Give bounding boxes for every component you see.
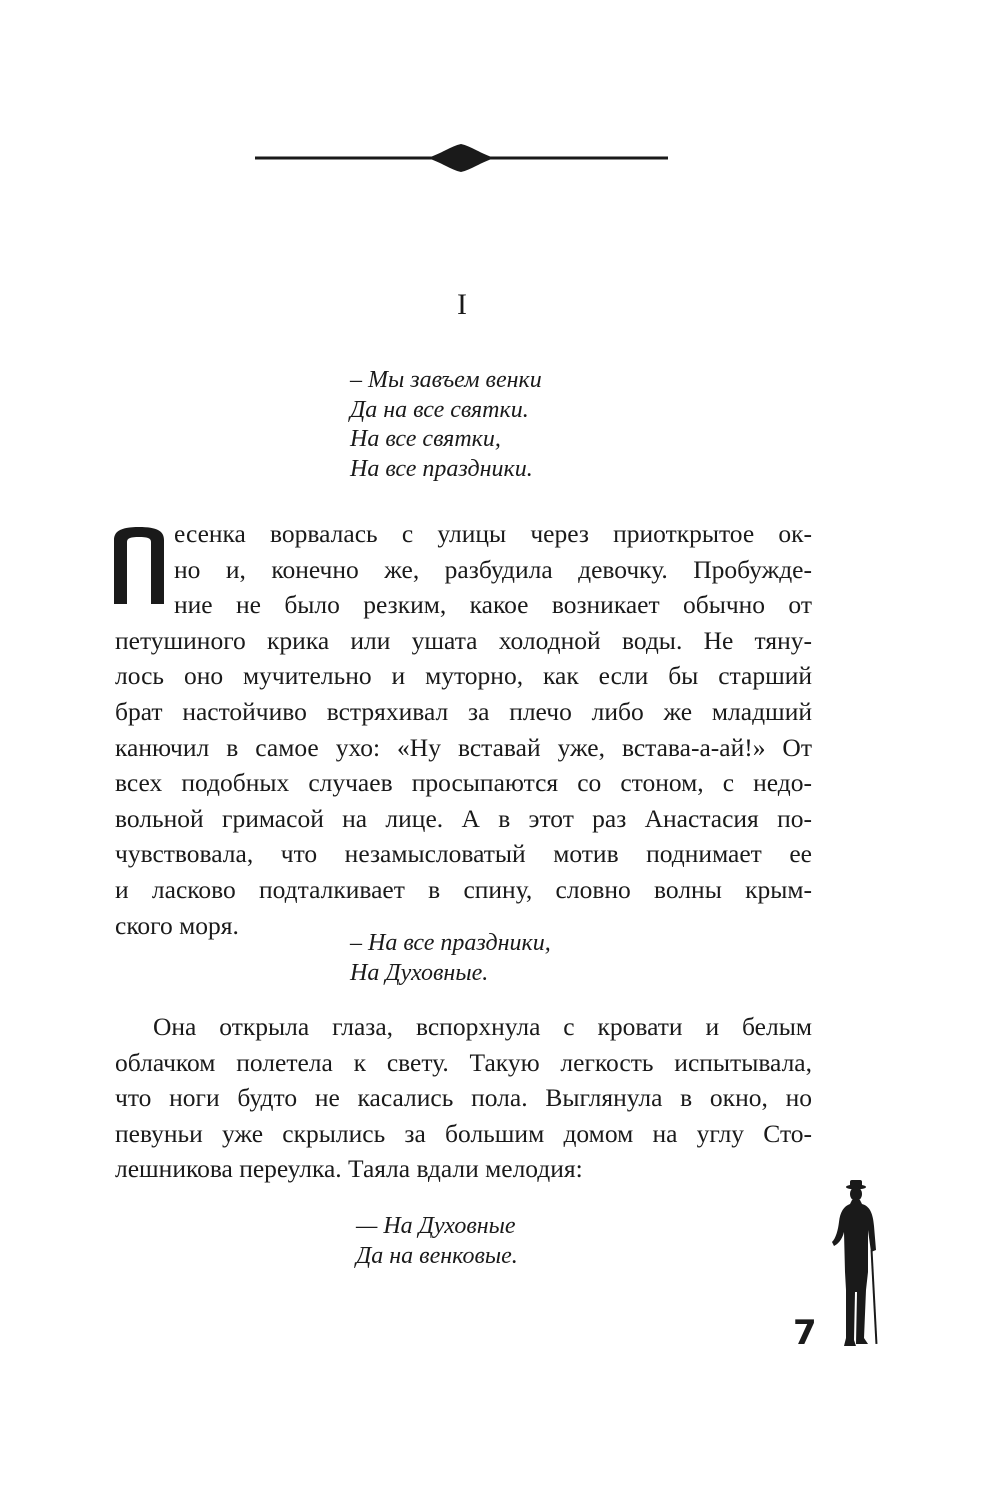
ornament-divider [255, 140, 668, 176]
text-line: ского моря. [115, 910, 239, 940]
text-line: певуньи уже скрылись за большим домом на углу Сто- [115, 1118, 812, 1148]
text-line: вольной гримасой на лице. А в этот раз Анастасия по- [115, 803, 812, 833]
epigraph-verse [350, 366, 542, 484]
text-line: чувствовала, что незамысловатый мотив поднимает ее [115, 839, 812, 869]
closing-verse [356, 1212, 518, 1271]
page-number: 7 [793, 1313, 817, 1353]
text-line: брат настойчиво встряхивал за плечо либо же младший [115, 696, 812, 726]
verse-line: Да на венковые. [356, 1242, 518, 1269]
text-line: лешникова переулка. Таяла вдали мелодия: [115, 1154, 583, 1184]
text-line: что ноги будто не касались пола. Выглянула в окно, но [115, 1083, 812, 1113]
verse-line: На Духовные. [350, 959, 489, 986]
verse-line: — На Духовные [356, 1213, 516, 1239]
gentleman-silhouette-icon [826, 1180, 890, 1348]
text-line: канючил в самое ухо: «Ну вставай уже, встава-а-ай!» От [115, 732, 812, 762]
paragraph-1 [115, 516, 812, 943]
text-line: есенка ворвалась с улицы через приоткрытое ок- [174, 519, 812, 548]
text-line: ние не было резким, какое возникает обычно от [174, 590, 812, 620]
inline-verse [350, 929, 551, 988]
text-line: лось оно мучительно и муторно, как если бы старший [115, 661, 812, 691]
text-line: всех подобных случаев просыпаются со стоном, с недо- [115, 768, 812, 798]
verse-line: На все святки, [350, 426, 501, 452]
verse-line: Да на все святки. [350, 396, 529, 423]
text-line: и ласково подталкивает в спину, словно волны крым- [115, 874, 812, 904]
verse-line: – Мы завъем венки [350, 367, 542, 393]
chapter-number: I [457, 288, 467, 321]
text-line: петушиного крика или ушата холодной воды. Не тяну- [115, 625, 812, 655]
verse-line: На все праздники. [350, 455, 533, 482]
verse-line: – На все праздники, [350, 930, 551, 956]
text-line: облачком полетела к свету. Такую легкость испытывала, [115, 1047, 812, 1077]
text-line: Она открыла глаза, вспорхнула с кровати и белым [153, 1012, 812, 1041]
text-line: но и, конечно же, разбудила девочку. Пробужде- [174, 554, 812, 584]
paragraph-2 [115, 1009, 812, 1187]
